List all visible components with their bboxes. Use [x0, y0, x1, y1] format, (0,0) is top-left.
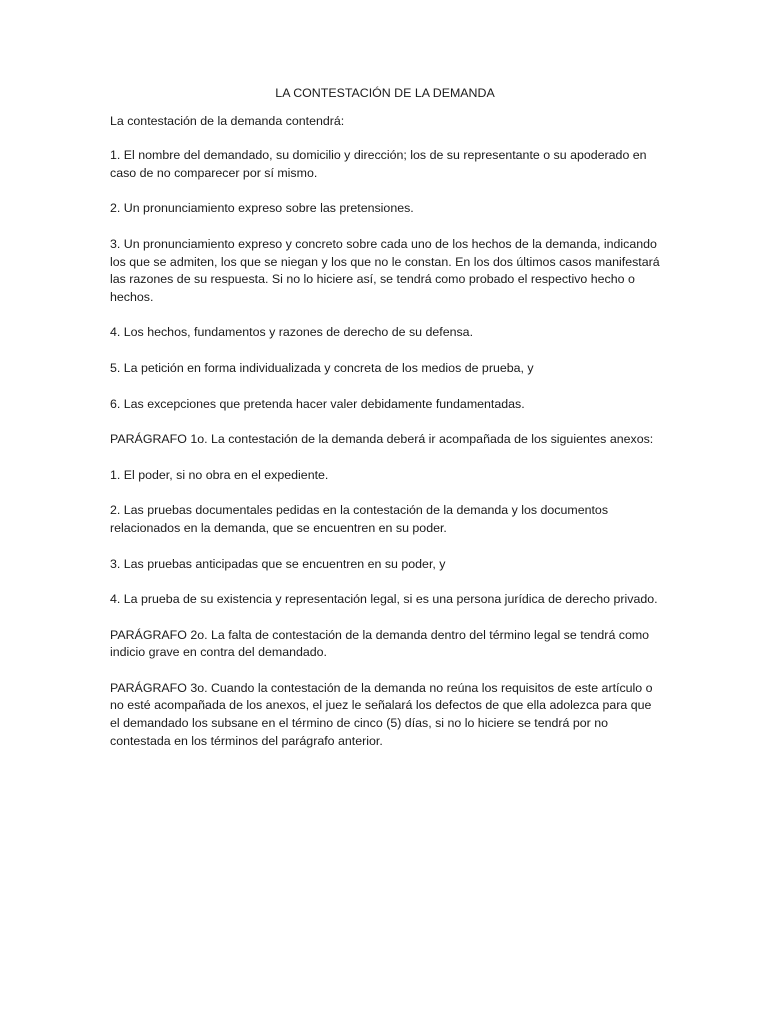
- document-body: [110, 85, 660, 768]
- annex-item-3: 3. Las pruebas anticipadas que se encuentren en su poder, y: [110, 556, 446, 571]
- paragraph-item-6: 6. Las excepciones que pretenda hacer valer debidamente fundamentadas.: [110, 396, 525, 411]
- paragraph-item-4: 4. Los hechos, fundamentos y razones de derecho de su defensa.: [110, 325, 474, 340]
- paragrafo-2: PARÁGRAFO 2o. La falta de contestación de la demanda dentro del término legal se tendrá como indicio grave en contra del demandado.: [110, 627, 650, 660]
- paragrafo-3: PARÁGRAFO 3o. Cuando la contestación de la demanda no reúna los requisitos de este artículo o no esté acompañada de los anexos, el juez le señalará los defectos de que ella adolezca para que el demandado los subsane en el término de cinco (5) días, si no lo hiciere se tendrá por no contestada en los términos del parágrafo anterior.: [110, 680, 653, 748]
- paragraph-item-3: 3. Un pronunciamiento expreso y concreto sobre cada uno de los hechos de la demanda, indicando los que se admiten, los que se niegan y los que no le constan. En los dos últimos casos manifestará las razones de su respuesta. Si no lo hiciere así, se tendrá como probado el respectivo hecho o hechos.: [110, 236, 660, 304]
- intro-paragraph: La contestación de la demanda contendrá:: [110, 113, 345, 128]
- annex-item-4: 4. La prueba de su existencia y representación legal, si es una persona jurídica de derecho privado.: [110, 592, 658, 607]
- paragraph-item-1: 1. El nombre del demandado, su domicilio y dirección; los de su representante o su apoderado en caso de no comparecer por sí mismo.: [110, 148, 647, 180]
- annex-item-1: 1. El poder, si no obra en el expediente.: [110, 467, 329, 482]
- document-title: LA CONTESTACIÓN DE LA DEMANDA: [275, 86, 495, 100]
- paragraph-item-5: 5. La petición en forma individualizada y concreta de los medios de prueba, y: [110, 360, 534, 375]
- paragrafo-1: PARÁGRAFO 1o. La contestación de la demanda deberá ir acompañada de los siguientes anexos:: [110, 432, 654, 447]
- paragraph-item-2: 2. Un pronunciamiento expreso sobre las pretensiones.: [110, 201, 414, 216]
- annex-item-2: 2. Las pruebas documentales pedidas en la contestación de la demanda y los documentos relacionados en la demanda, que se encuentren en su poder.: [110, 503, 609, 535]
